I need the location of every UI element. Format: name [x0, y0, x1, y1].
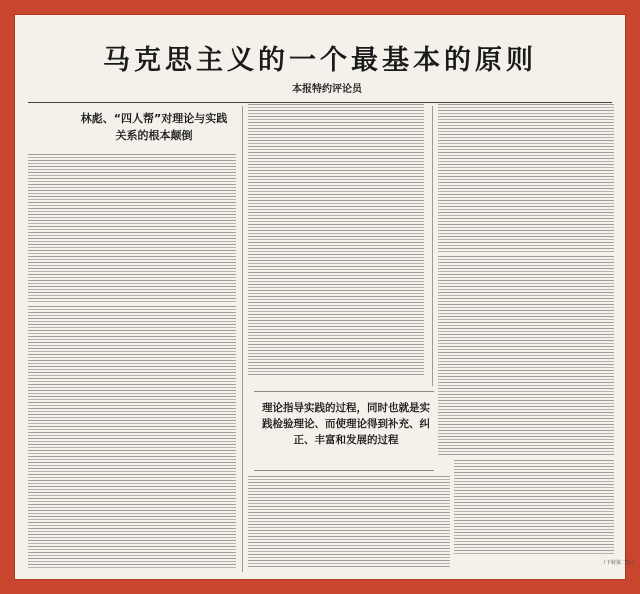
body-text-col-3-top — [438, 104, 614, 252]
body-text-col-2-bottom — [248, 476, 450, 568]
article-byline: 本报特约评论员 — [292, 84, 362, 95]
body-text-col-1-top — [28, 154, 236, 302]
section-subheading-1: 林彪、“四人帮”对理论与实践关系的根本颠倒 — [80, 112, 228, 142]
section-subheading-2: 理论指导实践的过程，同时也就是实践检验理论、而使理论得到补充、纠正、丰富和发展的过程 — [262, 402, 430, 446]
continued-note: （下转第二版） — [600, 560, 636, 566]
column-divider-2 — [432, 106, 433, 386]
body-text-col-2-top — [248, 104, 424, 376]
article-headline: 马克思主义的一个最基本的原则 — [103, 45, 537, 76]
subheading-2-rule-top — [254, 391, 434, 392]
headline-rule — [28, 102, 612, 103]
body-text-col-3-bottom — [454, 460, 614, 556]
body-text-col-3-mid — [438, 256, 614, 456]
column-divider-1 — [242, 106, 243, 572]
newspaper-page — [14, 14, 636, 580]
body-text-col-1-bottom — [28, 306, 236, 568]
subheading-2-rule-bottom — [254, 470, 434, 471]
